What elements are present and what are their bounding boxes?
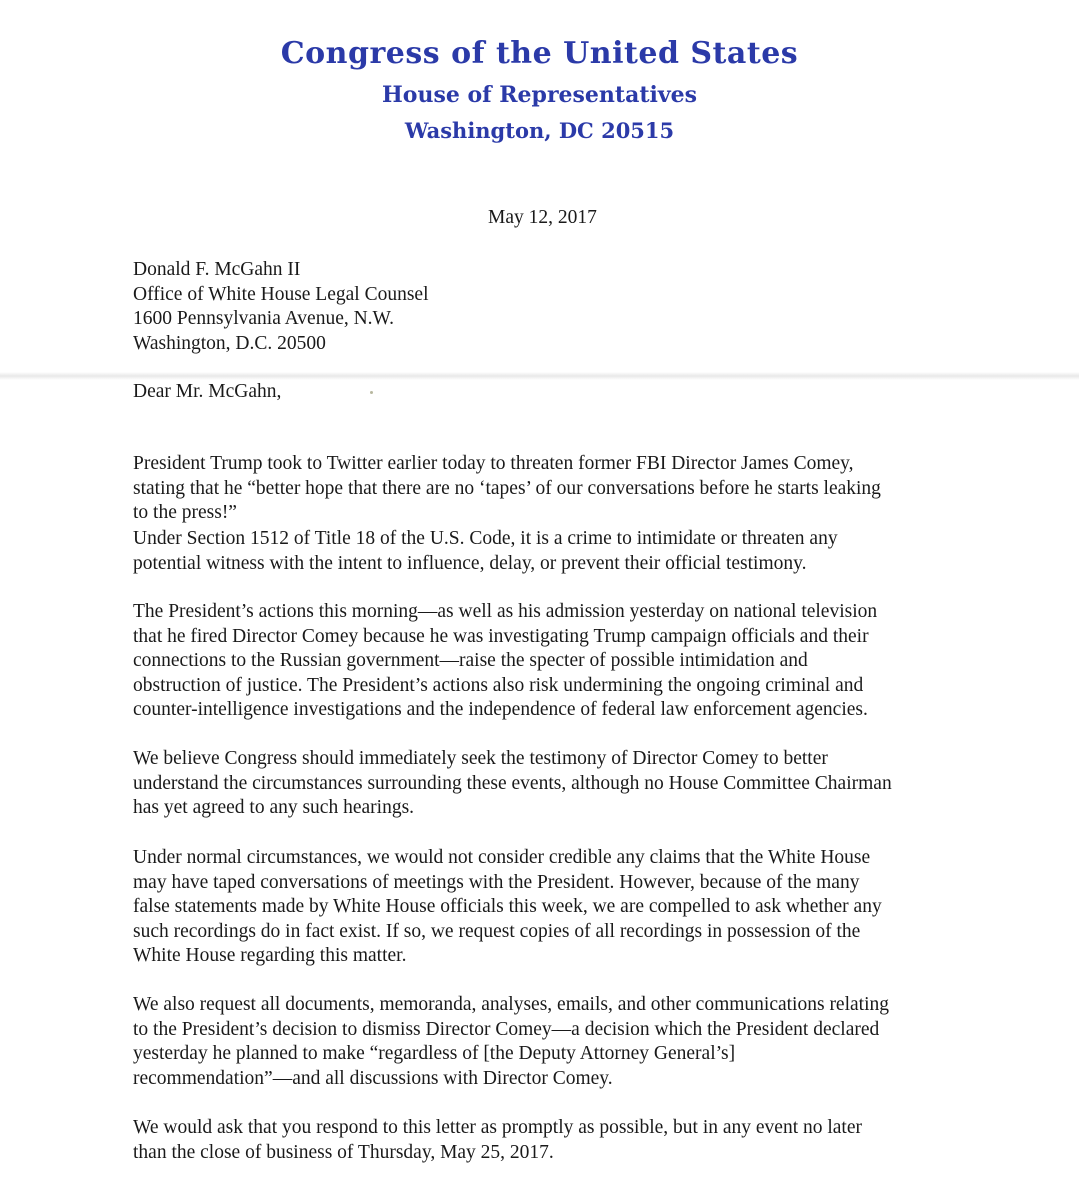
paragraph-line: The President’s actions this morning—as well as his admission yesterday on national television (133, 601, 878, 622)
paragraph-line: Under Section 1512 of Title 18 of the U.S. Code, it is a crime to intimidate or threaten any (133, 528, 838, 549)
paragraph-line: to the President’s decision to dismiss Director Comey—a decision which the President declared (133, 1018, 880, 1040)
recipient-city: Washington, D.C. 20500 (133, 332, 326, 354)
paragraph-line: may have taped conversations of meetings with the President. However, because of the many (133, 871, 860, 893)
paragraph-line: connections to the Russian government—raise the specter of possible intimidation and (133, 650, 808, 671)
recipient-name: Donald F. McGahn II (133, 259, 301, 280)
recipient-address (133, 258, 429, 356)
paragraph-line: obstruction of justice. The President’s actions also risk undermining the ongoing criminal and (133, 674, 864, 696)
paragraph-line: such recordings do in fact exist. If so, we request copies of all recordings in possession of the (133, 920, 861, 942)
paragraph-line: recommendation”—and all discussions with Director Comey. (133, 1067, 613, 1089)
paragraph-deadline (133, 1116, 973, 1165)
letter-date: May 12, 2017 (488, 207, 597, 228)
paragraph-line: potential witness with the intent to influence, delay, or prevent their official testimony. (133, 552, 807, 574)
paragraph-line: We also request all documents, memoranda, analyses, emails, and other communications relating (133, 994, 889, 1015)
paragraph-section-1512 (133, 527, 973, 576)
paper-speck (370, 391, 373, 394)
salutation: Dear Mr. McGahn, (133, 381, 282, 402)
paragraph-line: Under normal circumstances, we would not consider credible any claims that the White House (133, 847, 871, 868)
paragraph-line: false statements made by White House officials this week, we are compelled to ask whether any (133, 896, 882, 917)
letterhead-congress: Congress of the United States (280, 36, 799, 71)
letterhead-address: Washington, DC 20515 (404, 118, 675, 143)
paragraph-documents-request (133, 993, 973, 1091)
recipient-office: Office of White House Legal Counsel (133, 283, 429, 305)
paragraph-line: that he fired Director Comey because he was investigating Trump campaign officials and their (133, 625, 869, 647)
paragraph-line: President Trump took to Twitter earlier today to threaten former FBI Director James Comey, (133, 453, 854, 474)
paragraph-line: counter-intelligence investigations and the independence of federal law enforcement agencies. (133, 699, 868, 720)
paragraph-line: to the press!” (133, 502, 237, 523)
paragraph-line: White House regarding this matter. (133, 945, 407, 966)
paper-fold-line (0, 372, 1079, 380)
paragraph-recordings (133, 846, 973, 969)
paragraph-line: stating that he “better hope that there are no ‘tapes’ of our conversations before he starts leaking (133, 477, 881, 499)
paragraph-testimony-request (133, 747, 973, 821)
paragraph-line: understand the circumstances surrounding these events, although no House Committee Chairman (133, 772, 892, 794)
paragraph-twitter-threat (133, 452, 973, 526)
letterhead-house: House of Representatives (381, 82, 698, 108)
paragraph-line: We would ask that you respond to this letter as promptly as possible, but in any event no later (133, 1117, 863, 1138)
paragraph-president-actions (133, 600, 973, 723)
paragraph-line: has yet agreed to any such hearings. (133, 797, 415, 818)
recipient-street: 1600 Pennsylvania Avenue, N.W. (133, 308, 395, 329)
paragraph-line: than the close of business of Thursday, May 25, 2017. (133, 1141, 554, 1163)
paragraph-line: We believe Congress should immediately seek the testimony of Director Comey to better (133, 748, 828, 769)
paragraph-line: yesterday he planned to make “regardless of [the Deputy Attorney General’s] (133, 1043, 736, 1064)
